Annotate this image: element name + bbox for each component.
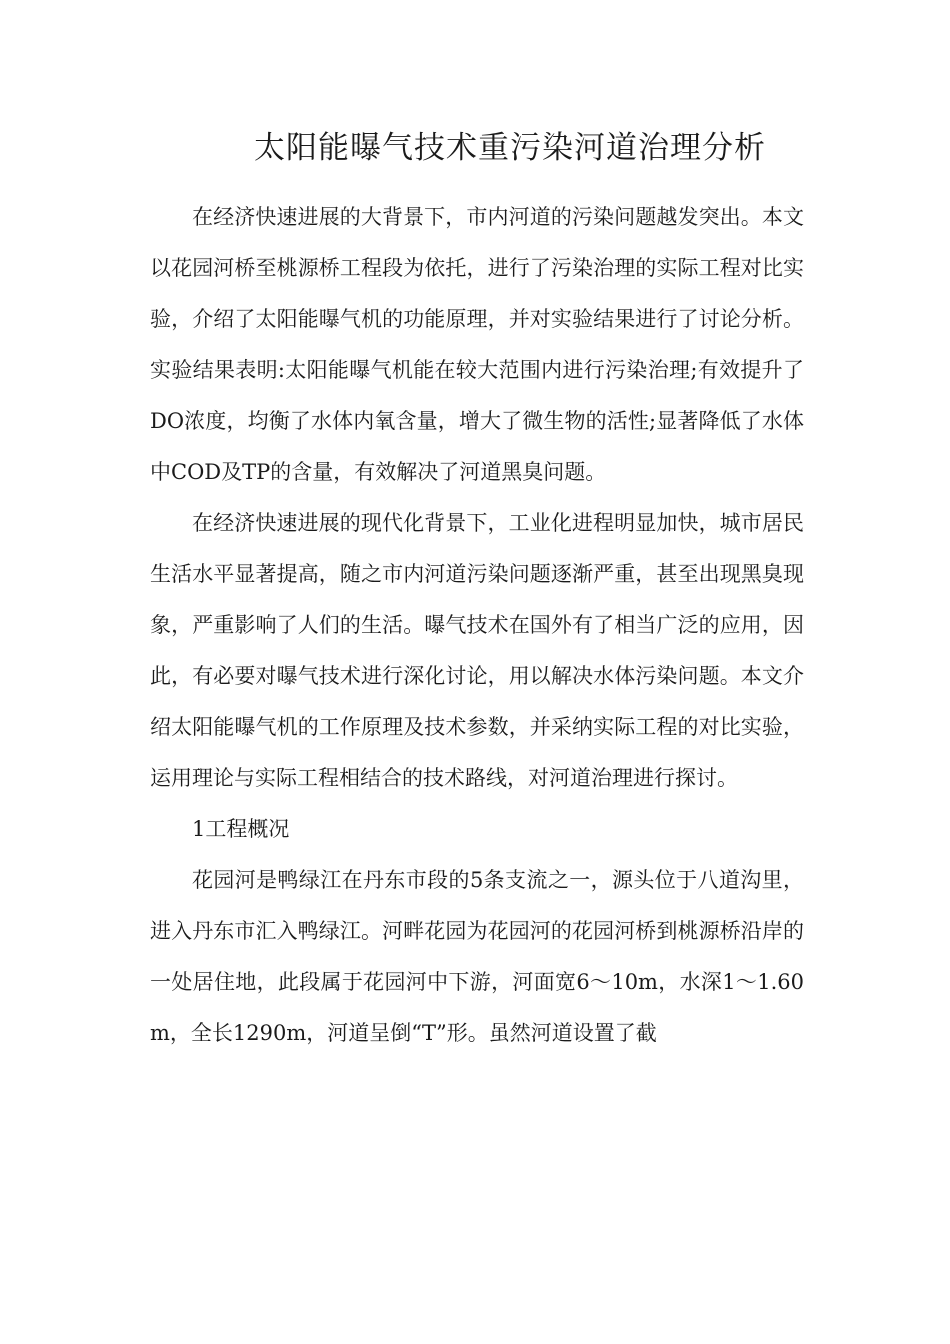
document-title: 太阳能曝气技术重污染河道治理分析: [254, 130, 766, 166]
section-heading: 1工程概况: [192, 817, 290, 841]
abstract-paragraph: 在经济快速进展的大背景下，市内河道的污染问题越发突出。本文以花园河桥至桃源桥工程段为依托，进行了污染治理的实际工程对比实验，介绍了太阳能曝气机的功能原理，并对实验结果进行了讨论分析。实验结果表明:太阳能曝气机能在较大范围内进行污染治理;有效提升了DO浓度，均衡了水体内氧含量，增大了微生物的活性;显著降低了水体中COD及TP的含量，有效解决了河道黑臭问题。: [150, 205, 804, 484]
introduction-paragraph: 在经济快速进展的现代化背景下，工业化进程明显加快，城市居民生活水平显著提高，随之市内河道污染问题逐渐严重，甚至出现黑臭现象，严重影响了人们的生活。曝气技术在国外有了相当广泛的应用，因此，有必要对曝气技术进行深化讨论，用以解决水体污染问题。本文介绍太阳能曝气机的工作原理及技术参数，并采纳实际工程的对比实验，运用理论与实际工程相结合的技术路线，对河道治理进行探讨。: [150, 511, 804, 790]
section-paragraph: 花园河是鸭绿江在丹东市段的5条支流之一，源头位于八道沟里，进入丹东市汇入鸭绿江。河畔花园为花园河的花园河桥到桃源桥沿岸的一处居住地，此段属于花园河中下游，河面宽6～10m，水深1～1.60m，全长1290m，河道呈倒“T”形。虽然河道设置了截: [150, 868, 804, 1045]
document-body: [150, 192, 804, 1059]
